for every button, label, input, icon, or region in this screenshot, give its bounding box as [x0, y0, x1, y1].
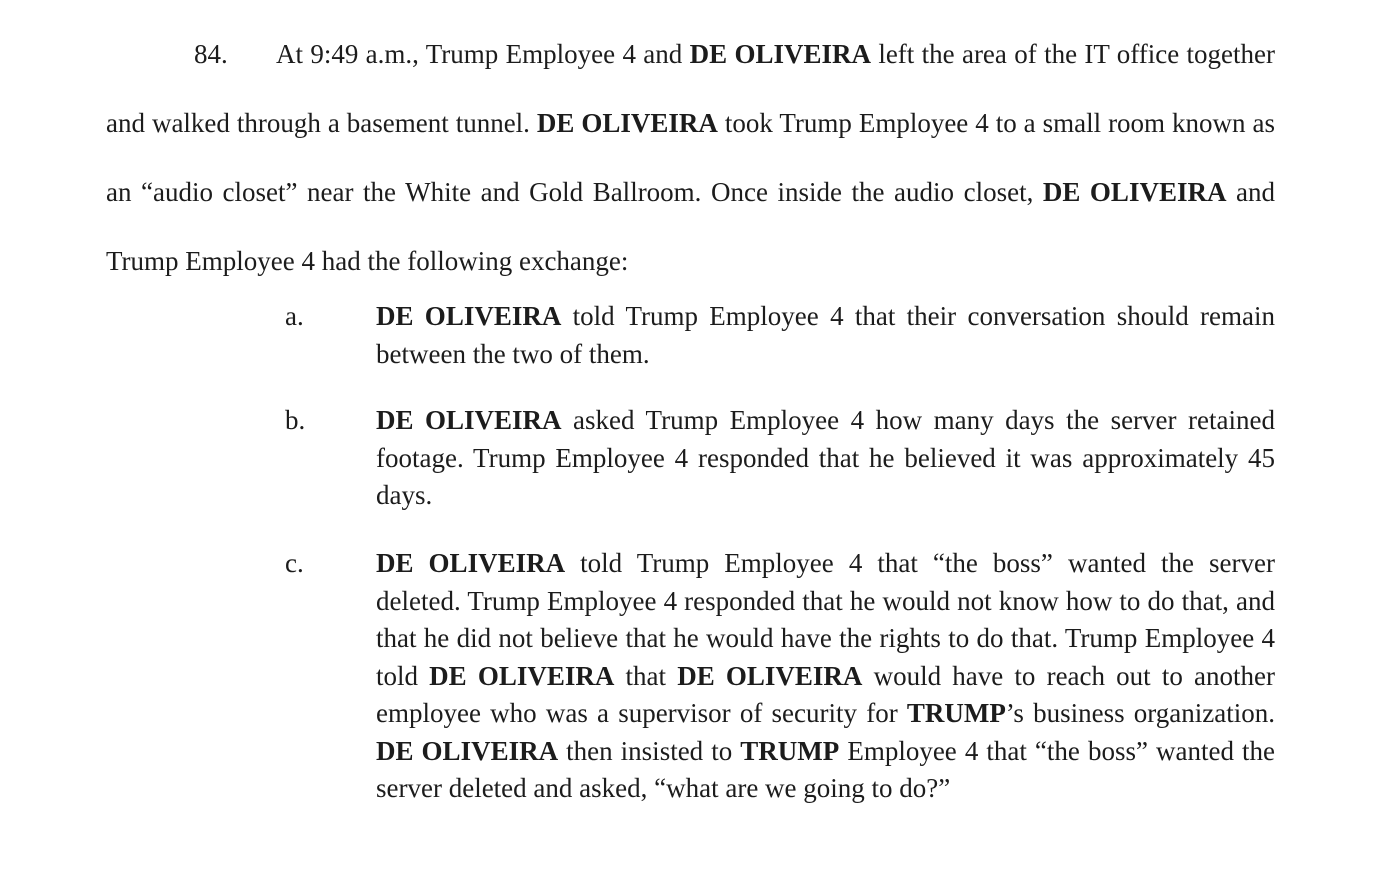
text-run: and Trump Employee 4 had the following exchange: [106, 177, 1275, 276]
text-run: took Trump Employee 4 to a small room known as an “audio closet” near the White and Gold Ballroom. Once inside the audio closet, [106, 108, 1275, 207]
text-run: Employee 4 that “the boss” wanted the server deleted and asked, “what are we going to do?” [376, 735, 1275, 803]
text-run: told Trump Employee 4 that their conversation should remain between the two of them. [376, 301, 1275, 369]
bold-name-text: DE OLIVEIRA [1042, 177, 1227, 207]
subparagraph-text [376, 545, 1275, 808]
text-run: asked Trump Employee 4 how many days the server retained footage. Trump Employee 4 responded that he believed it was approximately 45 days. [376, 405, 1275, 510]
subparagraph-c [285, 545, 1275, 808]
bold-name-text: DE OLIVEIRA [376, 548, 566, 578]
paragraph-84 [106, 20, 1275, 296]
bold-name-text: DE OLIVEIRA [376, 301, 562, 331]
bold-name-text: TRUMP [740, 735, 840, 766]
subparagraph-text [376, 402, 1275, 515]
text-run: then insisted to [558, 735, 741, 766]
text-run: At 9:49 a.m., Trump Employee 4 and [276, 39, 690, 69]
text-run: would have to reach out to another employee who was a supervisor of security for [376, 660, 1275, 728]
subparagraph-text [376, 298, 1275, 373]
bold-name-text: DE OLIVEIRA [536, 108, 718, 138]
text-run: ’s business organization. [1005, 698, 1275, 728]
bold-name-text: DE OLIVEIRA [376, 735, 559, 766]
subparagraph-letter: b. [285, 405, 306, 435]
bold-name-text: DE OLIVEIRA [376, 405, 562, 435]
subparagraph-a [285, 298, 1275, 373]
subparagraph-b [285, 402, 1275, 515]
paragraph-text [106, 39, 1275, 276]
subparagraph-letter: a. [285, 301, 304, 331]
text-run: left the area of the IT office together and walked through a basement tunnel. [106, 39, 1275, 138]
text-run: that [614, 660, 678, 691]
subparagraph-letter: c. [285, 548, 304, 578]
text-run: told Trump Employee 4 that “the boss” wanted the server deleted. Trump Employee 4 responded that he would not know how to do that, and that he did not believe that he would have the rights to do that. Trump Employee 4 told [376, 548, 1275, 691]
bold-name-text: DE OLIVEIRA [677, 660, 863, 691]
bold-name-text: DE OLIVEIRA [689, 39, 871, 69]
paragraph-number: 84. [194, 39, 228, 69]
bold-name-text: TRUMP [906, 698, 1006, 728]
bold-name-text: DE OLIVEIRA [429, 660, 615, 691]
